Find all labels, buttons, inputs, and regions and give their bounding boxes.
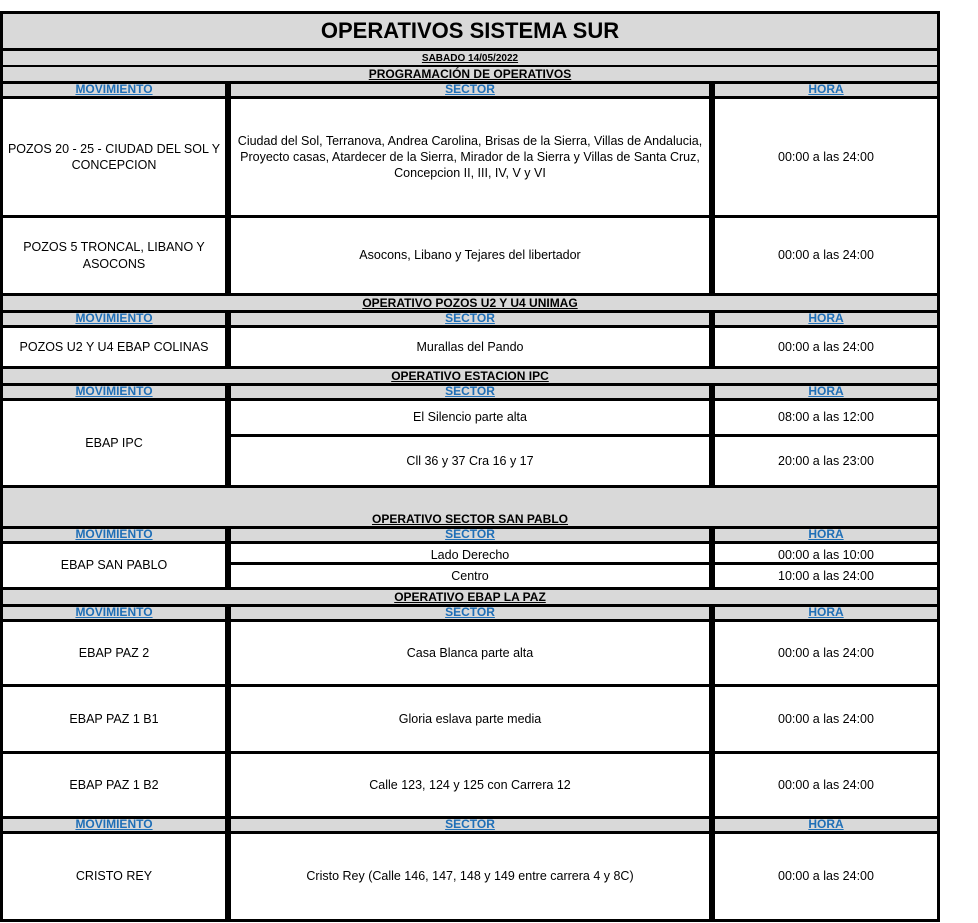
column-header-sector: SECTOR <box>231 529 709 541</box>
table-row <box>3 754 937 816</box>
section-title-san-pablo: OPERATIVO SECTOR SAN PABLO <box>3 488 937 526</box>
column-header-movimiento: MOVIMIENTO <box>3 819 225 831</box>
sector-cell: Lado Derecho <box>231 544 709 562</box>
movimiento-cell: EBAP PAZ 1 B2 <box>3 754 225 816</box>
table-row <box>3 99 937 215</box>
column-header-movimiento: MOVIMIENTO <box>3 386 225 398</box>
movimiento-cell: EBAP SAN PABLO <box>3 544 225 587</box>
movimiento-cell: EBAP PAZ 2 <box>3 622 225 684</box>
column-header-hora: HORA <box>715 819 937 831</box>
table-row-group <box>3 544 937 587</box>
column-header-sector: SECTOR <box>231 819 709 831</box>
hora-cell: 08:00 a las 12:00 <box>715 401 937 434</box>
column-header-movimiento: MOVIMIENTO <box>3 313 225 325</box>
column-header-movimiento: MOVIMIENTO <box>3 84 225 96</box>
sector-cell: Asocons, Libano y Tejares del libertador <box>231 218 709 293</box>
sheet-date: SABADO 14/05/2022 <box>3 51 937 65</box>
hora-cell: 10:00 a las 24:00 <box>715 565 937 587</box>
table-row <box>3 834 937 919</box>
column-header-movimiento: MOVIMIENTO <box>3 607 225 619</box>
movimiento-cell: POZOS 5 TRONCAL, LIBANO Y ASOCONS <box>3 218 225 293</box>
section-title-ipc: OPERATIVO ESTACION IPC <box>3 369 937 383</box>
sector-cell: Cristo Rey (Calle 146, 147, 148 y 149 entre carrera 4 y 8C) <box>231 834 709 919</box>
movimiento-cell: EBAP PAZ 1 B1 <box>3 687 225 751</box>
column-header-row <box>3 607 937 619</box>
sector-cell: Ciudad del Sol, Terranova, Andrea Carolina, Brisas de la Sierra, Villas de Andalucia, Proyecto casas, Atardecer de la Sierra, Mirador de la Sierra y Villas de Santa Cruz, Concepcion II, III, IV, V y VI <box>231 99 709 215</box>
hora-cell: 00:00 a las 24:00 <box>715 834 937 919</box>
column-header-row <box>3 819 937 831</box>
column-header-hora: HORA <box>715 313 937 325</box>
table-row-group <box>3 401 937 485</box>
hora-cell: 20:00 a las 23:00 <box>715 437 937 485</box>
column-header-hora: HORA <box>715 607 937 619</box>
sector-cell: Murallas del Pando <box>231 328 709 366</box>
hora-cell: 00:00 a las 24:00 <box>715 99 937 215</box>
sector-cell: Gloria eslava parte media <box>231 687 709 751</box>
hora-cell: 00:00 a las 10:00 <box>715 544 937 562</box>
column-header-sector: SECTOR <box>231 607 709 619</box>
table-row <box>3 622 937 684</box>
hora-cell: 00:00 a las 24:00 <box>715 328 937 366</box>
column-header-row <box>3 529 937 541</box>
hora-cell: 00:00 a las 24:00 <box>715 622 937 684</box>
movimiento-cell: EBAP IPC <box>3 401 225 485</box>
hora-cell: 00:00 a las 24:00 <box>715 687 937 751</box>
column-header-row <box>3 386 937 398</box>
schedule-sheet <box>0 11 940 922</box>
movimiento-cell: CRISTO REY <box>3 834 225 919</box>
sector-cell: Cll 36 y 37 Cra 16 y 17 <box>231 437 709 485</box>
table-row <box>3 687 937 751</box>
sector-cell: Casa Blanca parte alta <box>231 622 709 684</box>
table-row <box>3 218 937 293</box>
sector-cell: El Silencio parte alta <box>231 401 709 434</box>
table-row <box>3 328 937 366</box>
hora-cell: 00:00 a las 24:00 <box>715 754 937 816</box>
section-title-unimag: OPERATIVO POZOS U2 Y U4 UNIMAG <box>3 296 937 310</box>
column-header-movimiento: MOVIMIENTO <box>3 529 225 541</box>
column-header-sector: SECTOR <box>231 386 709 398</box>
section-title-programacion: PROGRAMACIÓN DE OPERATIVOS <box>3 67 937 81</box>
movimiento-cell: POZOS 20 - 25 - CIUDAD DEL SOL Y CONCEPCION <box>3 99 225 215</box>
column-header-row <box>3 313 937 325</box>
column-header-hora: HORA <box>715 84 937 96</box>
section-title-la-paz: OPERATIVO EBAP LA PAZ <box>3 590 937 604</box>
column-header-hora: HORA <box>715 529 937 541</box>
sheet-title: OPERATIVOS SISTEMA SUR <box>3 14 937 48</box>
column-header-row <box>3 84 937 96</box>
column-header-sector: SECTOR <box>231 84 709 96</box>
movimiento-cell: POZOS U2 Y U4 EBAP COLINAS <box>3 328 225 366</box>
column-header-hora: HORA <box>715 386 937 398</box>
sector-cell: Calle 123, 124 y 125 con Carrera 12 <box>231 754 709 816</box>
sector-cell: Centro <box>231 565 709 587</box>
hora-cell: 00:00 a las 24:00 <box>715 218 937 293</box>
column-header-sector: SECTOR <box>231 313 709 325</box>
